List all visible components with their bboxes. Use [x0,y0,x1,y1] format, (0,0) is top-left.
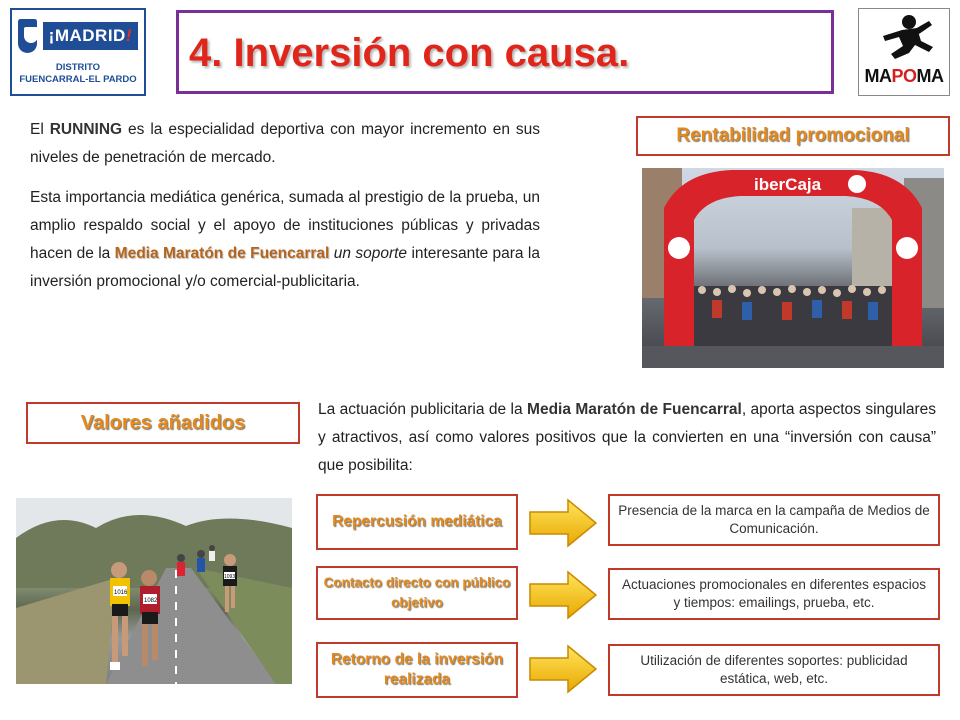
right-arrow-icon [528,498,598,548]
benefit-label-repercusion: Repercusión mediática [316,494,518,550]
valores-heading: Valores añadidos [26,402,300,444]
race-start-photo [642,168,944,368]
title-frame [176,10,834,94]
benefit-description-repercusion: Presencia de la marca en la campaña de Medios de Comunicación. [608,494,940,546]
benefit-label-retorno: Retorno de la inversión realizada [316,642,518,698]
madrid-wordmark: ¡MADRID! [43,22,138,50]
madrid-district-logo [10,8,146,96]
benefit-description-contacto: Actuaciones promocionales en diferentes espacios y tiempos: emailings, prueba, etc. [608,568,940,620]
mapoma-logo [858,8,950,96]
valores-paragraph: La actuación publicitaria de la Media Maratón de Fuencarral, aporta aspectos singulares y atractivos, así como valores positivos que la convierten en una “inversión con causa” que posibilita: [318,401,936,474]
runner-bib-3: 1093 [224,574,236,580]
intro-paragraph-running: El RUNNING es la especialidad deportiva con mayor incremento en sus niveles de penetración de mercado. [30,121,540,166]
arch-banner-text: iberCaja [754,175,822,194]
right-arrow-icon [528,570,598,620]
runners-road-photo [16,498,292,684]
benefit-description-retorno: Utilización de diferentes soportes: publicidad estática, web, etc. [608,644,940,696]
madrid-crest-icon [18,19,37,53]
district-name: DISTRITO FUENCARRAL-EL PARDO [19,62,137,85]
runner-bib-2: 1082 [144,598,158,604]
runner-silhouette-icon [869,13,941,65]
mapoma-wordmark: MAPOMA [864,66,944,86]
page-title: 4. Inversión con causa. [189,31,630,75]
right-arrow-icon [528,644,598,694]
intro-paragraph-importance: Esta importancia mediática genérica, sumada al prestigio de la prueba, un amplio respaldo social y el apoyo de instituciones públicas y privadas hacen de la Media Maratón de Fuencarral un soporte interesante para la inversión promocional y/o comercial-publicitaria. [30,189,540,290]
rentabilidad-heading: Rentabilidad promocional [636,116,950,156]
runner-bib-1: 1016 [114,590,128,596]
benefit-label-contacto: Contacto directo con público objetivo [316,566,518,620]
